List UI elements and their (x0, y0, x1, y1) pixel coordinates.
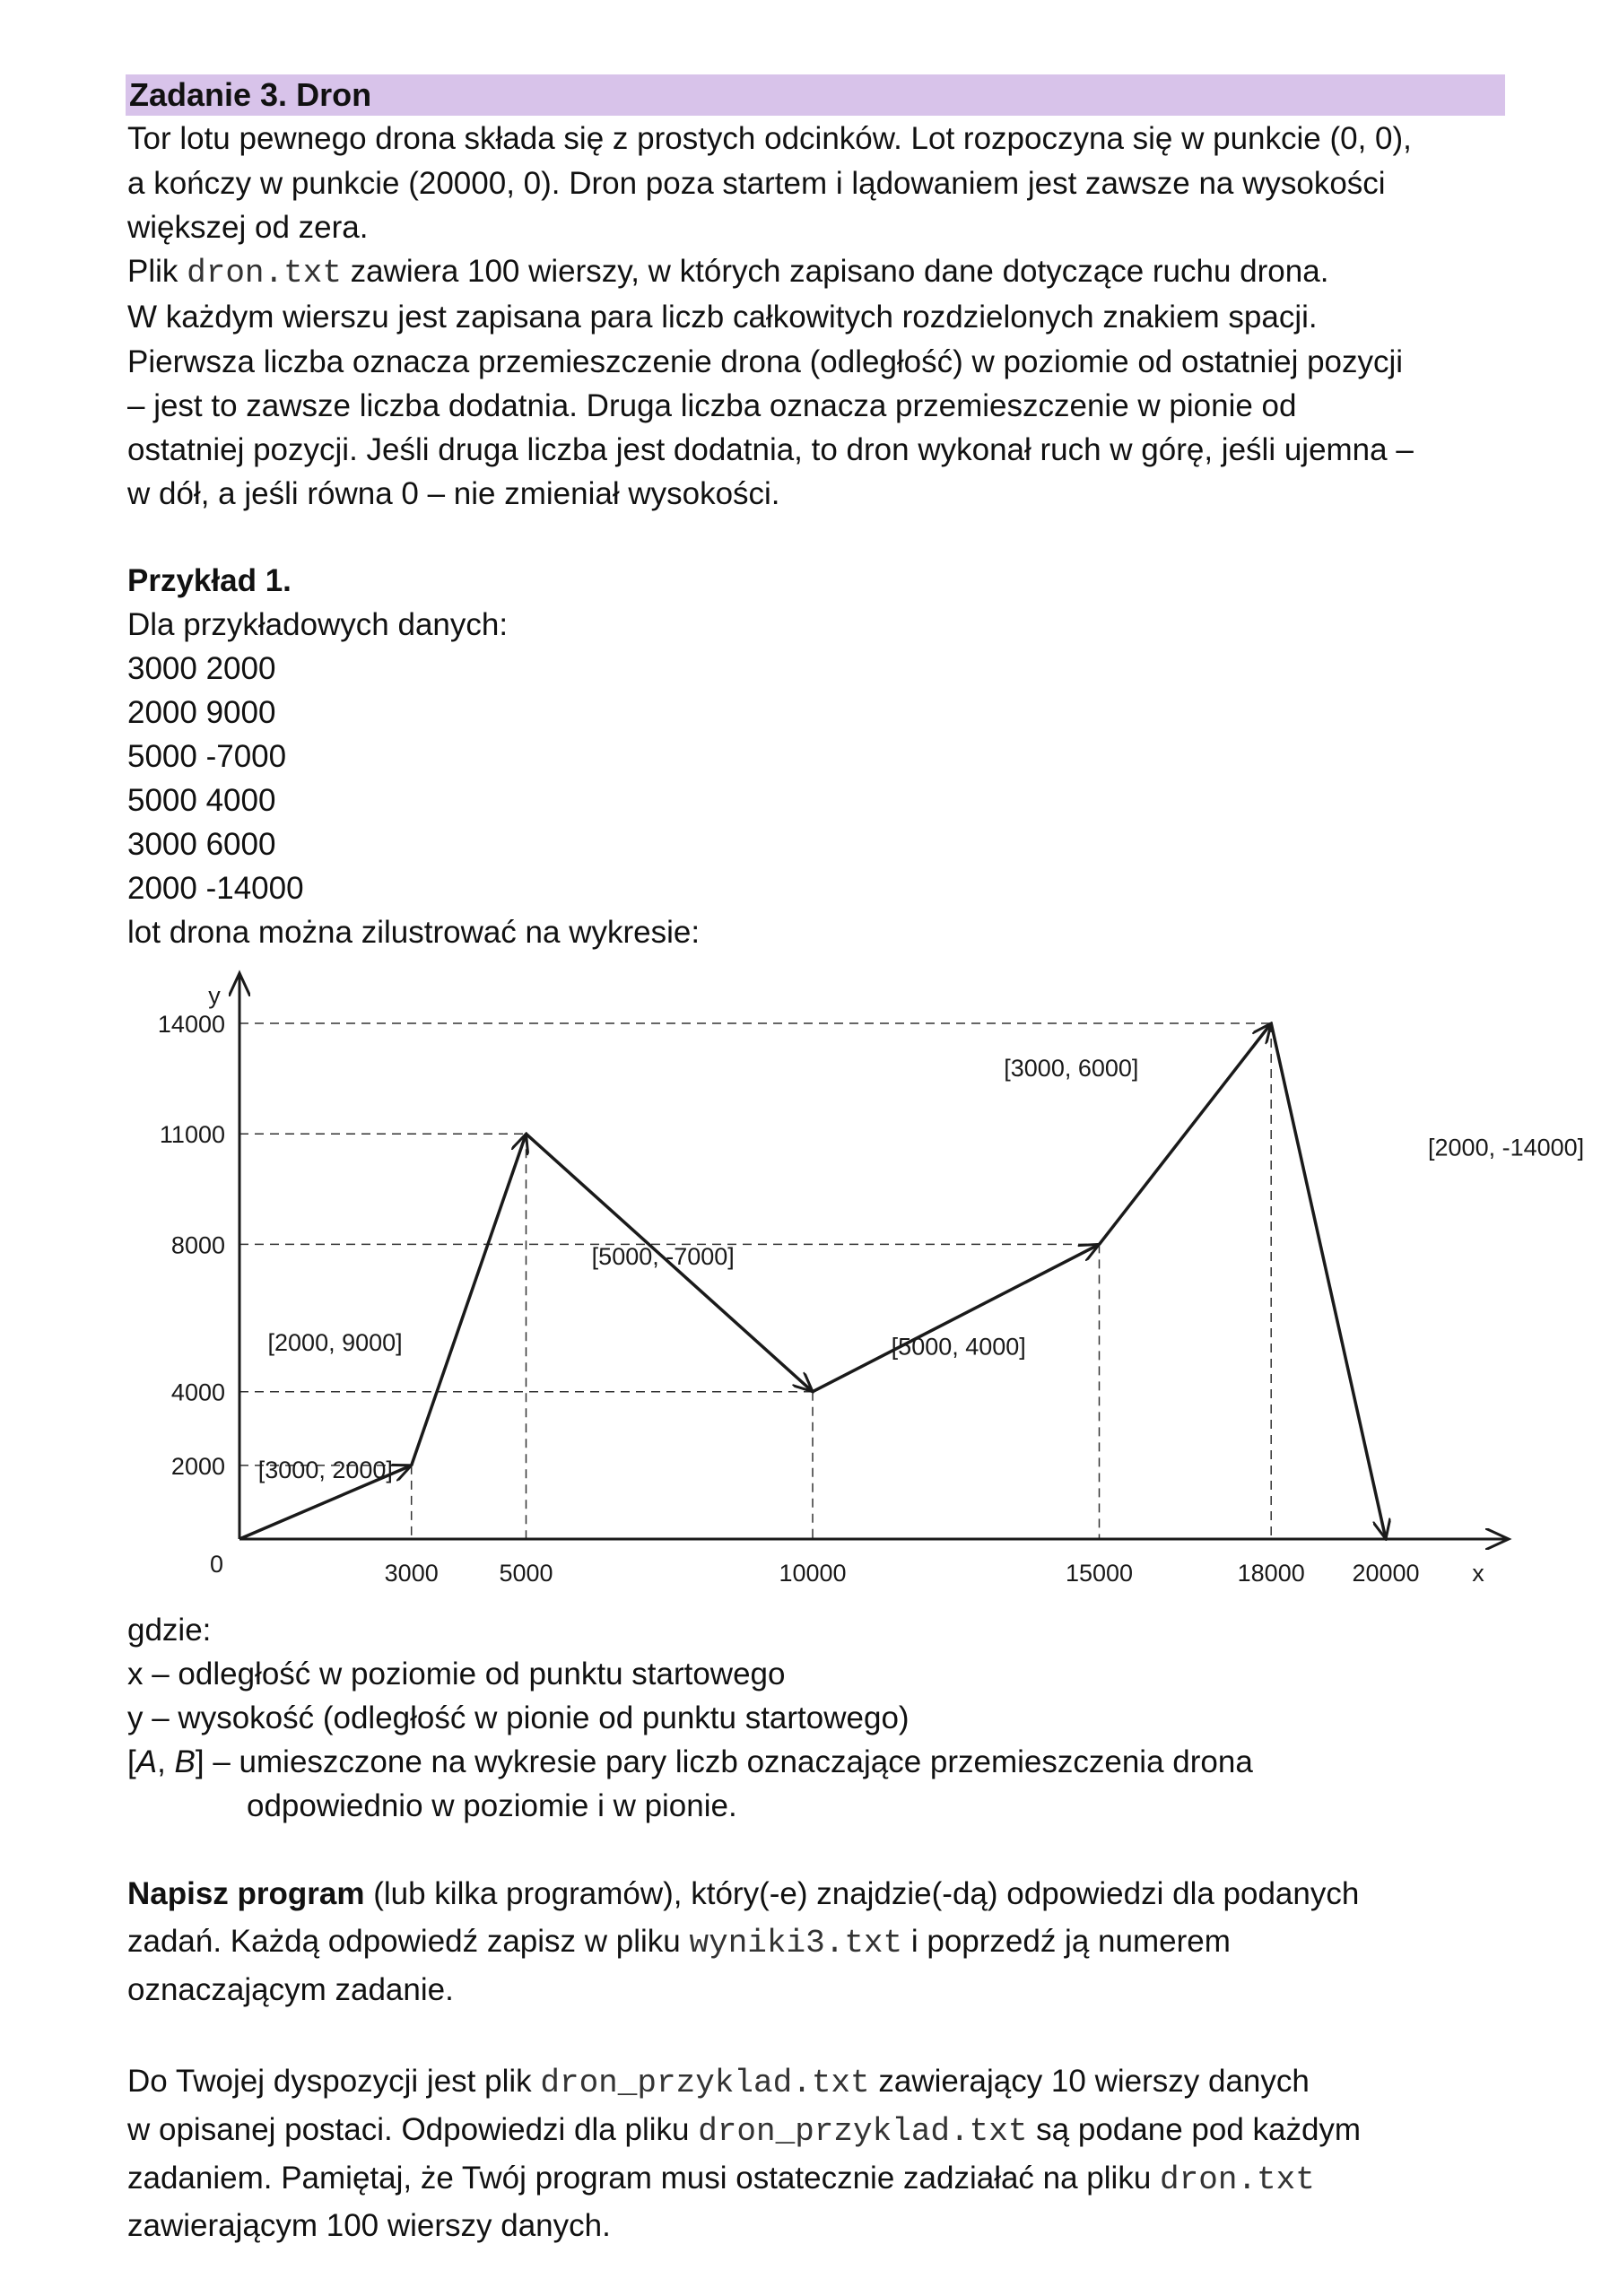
legend-ab-sep: , (157, 1744, 175, 1779)
flight-segments (239, 1023, 1386, 1539)
instructions-line-1 (127, 1875, 1359, 1913)
file-line-pre: Plik (127, 254, 187, 289)
legend-ab-b: B (174, 1744, 196, 1779)
desc-line-2: Pierwsza liczba oznacza przemieszczenie drona (odległość) w poziomie od ostatniej pozycji (127, 344, 1404, 379)
segment-label: [2000, -14000] (1428, 1134, 1585, 1161)
legend-ab-rest: ] – umieszczone na wykresie pary liczb oznaczające przemieszczenia drona (195, 1744, 1253, 1779)
segment-label: [5000, 4000] (891, 1333, 1026, 1361)
segment-label: [2000, 9000] (267, 1329, 403, 1357)
y-tick-label: 2000 (170, 1452, 225, 1480)
example-file-name: dron_przyklad.txt (698, 2113, 1028, 2150)
example-intro: Dla przykładowych danych: (127, 607, 509, 642)
file-line (127, 253, 1328, 292)
example-outro: lot drona można zilustrować na wykresie: (127, 915, 701, 950)
segment-label: [3000, 2000] (257, 1456, 393, 1483)
instructions-pre: zadań. Każdą odpowiedź zapisz w pliku (127, 1924, 690, 1959)
segment-label: [5000, -7000] (591, 1242, 735, 1270)
disposal-post-1: zawierający 10 wierszy danych (869, 2064, 1310, 2099)
disposal-line-2 (127, 2111, 1361, 2151)
disposal-pre-2: w opisanej postaci. Odpowiedzi dla pliku (127, 2112, 699, 2147)
guide-lines (239, 1023, 1271, 1539)
instructions-line-2 (127, 1923, 1231, 1962)
x-axis-label: x (1472, 1560, 1484, 1587)
disposal-line-1 (127, 2063, 1310, 2102)
desc-line-3: – jest to zawsze liczba dodatnia. Druga liczba oznacza przemieszczenie w pionie od (127, 388, 1297, 423)
example-row: 3000 2000 (127, 651, 276, 686)
disposal-line-3 (127, 2160, 1315, 2199)
legend-y: y – wysokość (odległość w pionie od punktu startowego) (127, 1700, 910, 1735)
instructions-line-3: oznaczającym zadanie. (127, 1972, 454, 2007)
example-title: Przykład 1. (127, 563, 292, 598)
task-title: Zadanie 3. Dron (129, 76, 372, 113)
x-tick-label: 15000 (1065, 1560, 1134, 1587)
example-row: 3000 6000 (127, 827, 276, 862)
legend-ab-open: [ (127, 1744, 136, 1779)
instructions-rest: (lub kilka programów), który(-e) znajdzie(-dą) odpowiedzi dla podanych (364, 1876, 1360, 1911)
x-tick-label: 3000 (384, 1560, 439, 1587)
instructions-post: i poprzedź ją numerem (902, 1924, 1231, 1959)
data-file-name: dron.txt (187, 255, 342, 291)
results-file-name: wyniki3.txt (689, 1925, 903, 1961)
legend-x: x – odległość w poziomie od punktu startowego (127, 1657, 786, 1692)
example-row: 5000 4000 (127, 783, 276, 818)
x-tick-label: 18000 (1237, 1560, 1305, 1587)
intro-line-3: większej od zera. (127, 210, 369, 245)
data-file-name: dron.txt (1160, 2161, 1315, 2198)
desc-line-4: ostatniej pozycji. Jeśli druga liczba jest dodatnia, to dron wykonał ruch w górę, jeśli ujemna – (127, 432, 1414, 467)
flight-segment (1271, 1023, 1386, 1539)
x-tick-label: 10000 (779, 1560, 847, 1587)
segment-label: [3000, 6000] (1004, 1055, 1139, 1083)
y-axis-label: y (208, 982, 221, 1009)
intro-line-1: Tor lotu pewnego drona składa się z prostych odcinków. Lot rozpoczyna się w punkcie (0, 0), (127, 121, 1412, 156)
legend-where: gdzie: (127, 1613, 212, 1648)
disposal-pre-3: zadaniem. Pamiętaj, że Twój program musi ostatecznie zadziałać na pliku (127, 2161, 1161, 2196)
instructions-bold: Napisz program (127, 1876, 365, 1911)
flight-segment (412, 1134, 527, 1465)
y-tick-label: 14000 (157, 1011, 225, 1038)
example-row: 2000 9000 (127, 695, 276, 730)
flight-path-chart (126, 973, 1585, 1628)
task-header (126, 74, 1505, 116)
legend-ab-line2: odpowiednio w poziomie i w pionie. (247, 1788, 737, 1823)
legend-ab-a: A (135, 1744, 158, 1779)
legend-ab (127, 1744, 1253, 1781)
flight-segment (813, 1244, 1100, 1391)
intro-line-2: a kończy w punkcie (20000, 0). Dron poza startem i lądowaniem jest zawsze na wysokości (127, 166, 1386, 201)
disposal-post-2: są podane pod każdym (1027, 2112, 1362, 2147)
x-tick-label: 5000 (499, 1560, 553, 1587)
y-tick-label: 11000 (159, 1121, 225, 1149)
y-tick-label: 8000 (170, 1231, 225, 1259)
example-row: 2000 -14000 (127, 871, 304, 906)
chart-labels (158, 982, 1584, 1587)
file-line-post: zawiera 100 wierszy, w których zapisano dane dotyczące ruchu drona. (341, 254, 1329, 289)
origin-label: 0 (209, 1551, 223, 1578)
example-file-name: dron_przyklad.txt (540, 2065, 870, 2101)
disposal-line-4: zawierającym 100 wierszy danych. (127, 2208, 611, 2243)
desc-line-1: W każdym wierszu jest zapisana para liczb całkowitych rozdzielonych znakiem spacji. (127, 300, 1318, 335)
y-tick-label: 4000 (170, 1378, 225, 1406)
desc-line-5: w dół, a jeśli równa 0 – nie zmieniał wysokości. (127, 476, 780, 511)
x-tick-label: 20000 (1352, 1560, 1420, 1587)
example-row: 5000 -7000 (127, 739, 287, 774)
disposal-pre-1: Do Twojej dyspozycji jest plik (127, 2064, 541, 2099)
